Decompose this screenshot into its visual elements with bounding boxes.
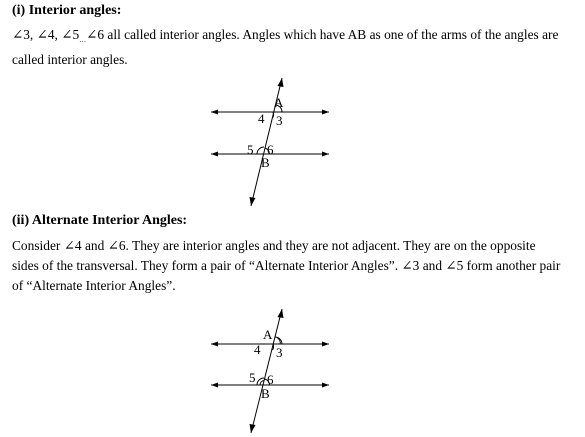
angle-label-3: 3 [276,345,283,360]
arrowhead [322,152,329,157]
paragraph-line: called interior angles. [12,52,128,67]
interior-angles-paragraph [12,25,572,70]
angle-arc [257,147,264,154]
paragraph-line: sides of the transversal. They form a pair of “Alternate Interior Angles”. ∠3 and ∠5 form another pair [12,258,561,273]
angle-list: ∠3, ∠4, ∠5 [12,27,80,42]
angle-label-5: 5 [249,370,256,385]
arrowhead [322,383,329,388]
angle-label-4: 4 [254,342,261,357]
point-label-B: B [261,155,270,170]
arrowhead [322,342,329,347]
angle-label-3: 3 [276,113,283,128]
angle-label-6: 6 [267,142,274,157]
angle-description: ∠6 all called interior angles. Angles which have AB as one of the arms of the angles are [86,27,559,42]
alternate-angles-paragraph [12,236,572,296]
angle-label-5: 5 [247,142,254,157]
arrowhead [278,78,284,87]
arrowhead [250,424,256,433]
arrowhead [250,197,256,206]
interior-angles-diagram [205,72,335,212]
ellipsis-subscript: … [79,36,87,44]
arrowhead [211,342,218,347]
point-label-A: A [274,95,284,110]
arrowhead [211,383,218,388]
point-label-B: B [261,386,270,401]
arrowhead [322,110,329,115]
angle-label-6: 6 [267,372,274,387]
angle-label-4: 4 [258,111,265,126]
paragraph-line: of “Alternate Interior Angles”. [12,278,176,293]
arrowhead [278,309,284,318]
point-label-A: A [263,327,273,342]
paragraph-line [12,25,572,50]
section-heading-alternate-interior-angles: (ii) Alternate Interior Angles: [12,213,188,228]
paragraph-line: Consider ∠4 and ∠6. They are interior angles and they are not adjacent. They are on the opposite [12,238,536,253]
section-heading-interior-angles: (i) Interior angles: [12,3,122,18]
alternate-interior-angles-diagram [205,303,335,437]
arrowhead [211,110,218,115]
arrowhead [211,152,218,157]
